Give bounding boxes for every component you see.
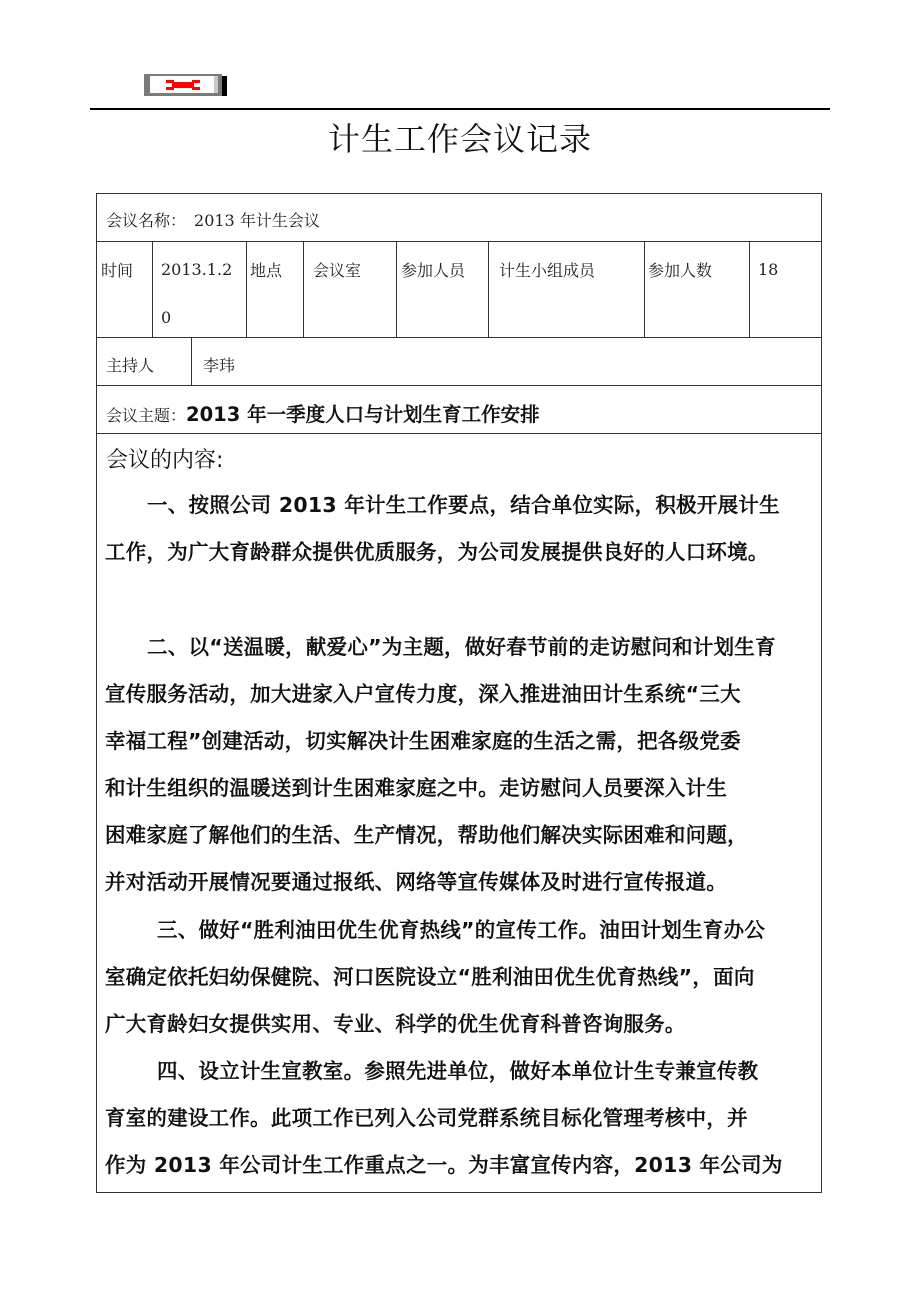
paragraph-line: 宣传服务活动，加大进家入户宣传力度，深入推进油田计生系统“三大 xyxy=(105,682,741,706)
place-label: 地点 xyxy=(250,261,283,280)
attendees-value: 计生小组成员 xyxy=(499,261,596,280)
red-double-arrow-icon xyxy=(166,79,200,91)
column-divider xyxy=(303,241,304,337)
attendee-count-value: 18 xyxy=(758,260,779,279)
company-logo xyxy=(144,74,226,96)
paragraph-line: 和计生组织的温暖送到计生困难家庭之中。走访慰问人员要深入计生 xyxy=(105,776,728,800)
topic-label: 会议主题： xyxy=(106,406,187,425)
row-divider xyxy=(97,337,821,338)
content-heading: 会议的内容: xyxy=(106,448,224,473)
column-divider xyxy=(246,241,247,337)
paragraph-line: 二、以“送温暖，献爱心”为主题，做好春节前的走访慰问和计划生育 xyxy=(147,635,776,659)
column-divider xyxy=(152,241,153,337)
meeting-record-table xyxy=(96,193,822,1193)
host-label: 主持人 xyxy=(106,356,155,375)
row-divider xyxy=(97,385,821,386)
column-divider xyxy=(644,241,645,337)
paragraph-line: 工作，为广大育龄群众提供优质服务，为公司发展提供良好的人口环境。 xyxy=(105,540,769,564)
paragraph-line: 三、做好“胜利油田优生优育热线”的宣传工作。油田计划生育办公 xyxy=(157,918,766,942)
column-divider xyxy=(396,241,397,337)
attendee-count-label: 参加人数 xyxy=(648,261,713,280)
header-rule xyxy=(90,108,830,110)
logo-shadow xyxy=(222,76,227,96)
paragraph-line: 广大育龄妇女提供实用、专业、科学的优生优育科普咨询服务。 xyxy=(105,1012,686,1036)
column-divider xyxy=(191,337,192,385)
host-value: 李玮 xyxy=(203,356,236,375)
paragraph-line: 幸福工程”创建活动，切实解决计生困难家庭的生活之需，把各级党委 xyxy=(105,729,741,753)
row-divider xyxy=(97,241,821,242)
attendees-label: 参加人员 xyxy=(401,261,466,280)
time-value-line2: 0 xyxy=(161,308,172,327)
paragraph-line: 困难家庭了解他们的生活、生产情况，帮助他们解决实际困难和问题， xyxy=(105,823,748,847)
meeting-name-label: 会议名称： xyxy=(106,211,187,230)
row-divider xyxy=(97,433,821,434)
paragraph-line: 并对活动开展情况要通过报纸、网络等宣传媒体及时进行宣传报道。 xyxy=(105,870,728,894)
paragraph-line: 作为 2013 年公司计生工作重点之一。为丰富宣传内容，2013 年公司为 xyxy=(105,1153,783,1177)
place-value: 会议室 xyxy=(313,261,362,280)
column-divider xyxy=(749,241,750,337)
document-title: 计生工作会议记录 xyxy=(327,120,592,158)
paragraph-line: 四、设立计生宣教室。参照先进单位，做好本单位计生专兼宣传教 xyxy=(157,1059,759,1083)
content-paragraph-4 xyxy=(105,1048,819,1189)
paragraph-line: 育室的建设工作。此项工作已列入公司党群系统目标化管理考核中，并 xyxy=(105,1106,748,1130)
content-paragraph-2 xyxy=(105,624,819,906)
content-paragraph-3 xyxy=(105,907,819,1048)
topic-value: 2013 年一季度人口与计划生育工作安排 xyxy=(186,403,540,426)
topic-row xyxy=(106,399,540,427)
meeting-name-value: 2013 年计生会议 xyxy=(194,211,320,230)
content-paragraph-1 xyxy=(105,482,819,576)
time-label: 时间 xyxy=(101,261,134,280)
paragraph-line: 一、按照公司 2013 年计生工作要点，结合单位实际，积极开展计生 xyxy=(147,493,780,517)
time-value-line1: 2013.1.2 xyxy=(161,260,233,279)
column-divider xyxy=(488,241,489,337)
meeting-name-row xyxy=(106,208,320,231)
paragraph-line: 室确定依托妇幼保健院、河口医院设立“胜利油田优生优育热线”，面向 xyxy=(105,965,755,989)
